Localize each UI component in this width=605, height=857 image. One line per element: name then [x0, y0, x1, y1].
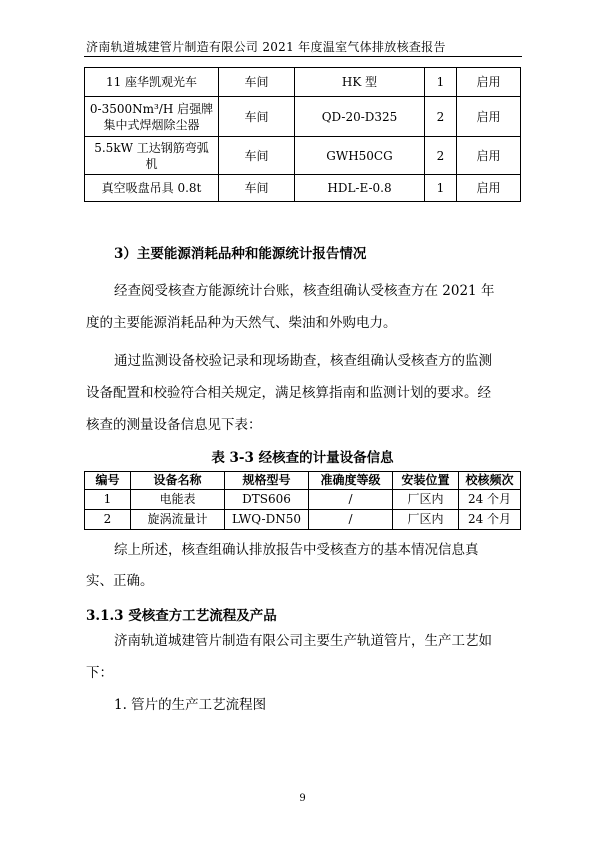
table-cell: 1 — [85, 490, 131, 510]
table-row — [85, 510, 521, 530]
metric-table — [84, 471, 521, 530]
table-cell: 启用 — [457, 137, 521, 175]
table-cell: GWH50CG — [295, 137, 425, 175]
header-rule — [84, 56, 522, 57]
table-cell: 24 个月 — [459, 510, 521, 530]
paragraph-line: 综上所述，核查组确认排放报告中受核查方的基本情况信息真 — [114, 542, 479, 558]
table-cell: 1 — [425, 68, 457, 97]
paragraph-line: 经查阅受核查方能源统计台账，核查组确认受核查方在 2021 年 — [114, 283, 495, 299]
column-header: 校核频次 — [459, 472, 521, 490]
column-header: 安装位置 — [393, 472, 459, 490]
column-header: 设备名称 — [131, 472, 225, 490]
paragraph-line: 度的主要能源消耗品种为天然气、柴油和外购电力。 — [86, 315, 397, 331]
table-row — [85, 175, 521, 202]
table-cell: LWQ-DN50 — [225, 510, 309, 530]
table-cell: 5.5kW 工达钢筋弯弧机 — [85, 137, 219, 175]
page-number: 9 — [299, 793, 306, 804]
section-heading: 3.1.3 受核查方工艺流程及产品 — [86, 608, 277, 624]
table-row — [85, 68, 521, 97]
table-cell: / — [309, 490, 393, 510]
paragraph-line: 设备配置和校验符合相关规定，满足核算指南和监测计划的要求。经 — [86, 385, 491, 401]
table-row — [85, 490, 521, 510]
paragraph-line: 济南轨道城建管片制造有限公司主要生产轨道管片，生产工艺如 — [114, 633, 492, 649]
table-cell: 真空吸盘吊具 0.8t — [85, 175, 219, 202]
table-cell: 车间 — [219, 97, 295, 137]
table-cell: 0-3500Nm³/H 启强牌集中式焊烟除尘器 — [85, 97, 219, 137]
table-caption: 表 3-3 经核查的计量设备信息 — [211, 450, 394, 466]
table-cell: 电能表 — [131, 490, 225, 510]
table-cell: 启用 — [457, 68, 521, 97]
table-cell: 车间 — [219, 175, 295, 202]
equipment-table — [84, 67, 521, 202]
table-cell: 2 — [425, 97, 457, 137]
table-cell: DTS606 — [225, 490, 309, 510]
paragraph-line: 核查的测量设备信息见下表： — [86, 417, 262, 433]
paragraph-line: 实、正确。 — [86, 573, 154, 589]
table-row — [85, 97, 521, 137]
page-header: 济南轨道城建管片制造有限公司 2021 年度温室气体排放核查报告 — [86, 40, 446, 54]
table-cell: QD-20-D325 — [295, 97, 425, 137]
column-header: 规格型号 — [225, 472, 309, 490]
table-cell: 启用 — [457, 175, 521, 202]
column-header: 编号 — [85, 472, 131, 490]
table-cell: 启用 — [457, 97, 521, 137]
table-cell: 2 — [425, 137, 457, 175]
section-heading: 3）主要能源消耗品种和能源统计报告情况 — [114, 246, 367, 262]
list-item: 1. 管片的生产工艺流程图 — [114, 697, 267, 713]
table-cell: 车间 — [219, 137, 295, 175]
table-cell: 厂区内 — [393, 510, 459, 530]
table-cell: HDL-E-0.8 — [295, 175, 425, 202]
table-cell: HK 型 — [295, 68, 425, 97]
table-cell: 旋涡流量计 — [131, 510, 225, 530]
table-cell: / — [309, 510, 393, 530]
table-row — [85, 137, 521, 175]
table-cell: 2 — [85, 510, 131, 530]
table-cell: 24 个月 — [459, 490, 521, 510]
paragraph-line: 下： — [86, 665, 113, 681]
column-header: 准确度等级 — [309, 472, 393, 490]
table-cell: 车间 — [219, 68, 295, 97]
paragraph-line: 通过监测设备校验记录和现场勘查，核查组确认受核查方的监测 — [114, 353, 492, 369]
table-cell: 厂区内 — [393, 490, 459, 510]
table-cell: 11 座华凯观光车 — [85, 68, 219, 97]
table-cell: 1 — [425, 175, 457, 202]
table-header-row — [85, 472, 521, 490]
